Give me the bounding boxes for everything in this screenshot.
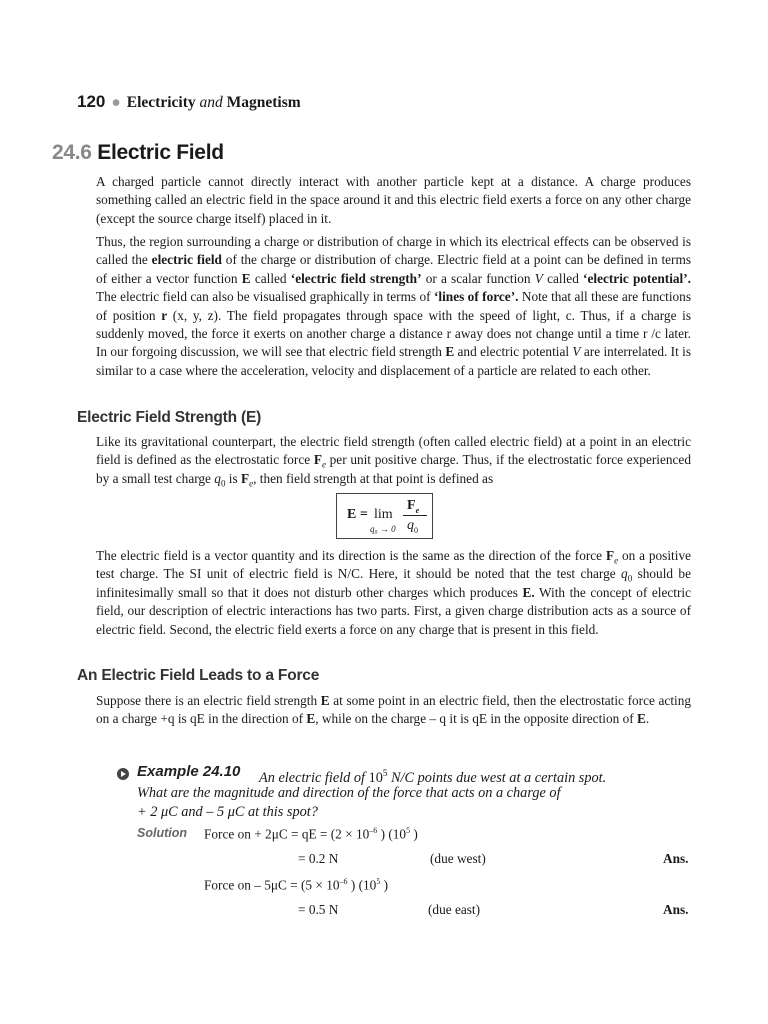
page-number: 120 <box>77 92 106 111</box>
example-question-line-2: What are the magnitude and direction of the force that acts on a charge of <box>137 785 561 801</box>
formula-lim-sub: q₀ → 0 <box>370 524 396 534</box>
subsection-heading-field-force: An Electric Field Leads to a Force <box>77 667 320 684</box>
intro-paragraph-1: A charged particle cannot directly interact with another particle kept at a distance. A charge produces something called an electric field in the space around it and this electric field exerts a force on any other charge (except the source charge itself) placed in it. <box>96 174 691 226</box>
bullet-dot-icon: ● <box>111 94 121 111</box>
solution-label: Solution <box>137 826 187 840</box>
example-title: Example 24.10 <box>137 763 241 780</box>
solution-direction-2: (due east) <box>428 902 481 917</box>
book-title-part2: Magnetism <box>226 94 301 111</box>
answer-label-2: Ans. <box>663 902 689 917</box>
running-head <box>77 92 301 112</box>
subsection-heading-field-strength: Electric Field Strength (E) <box>77 409 262 426</box>
formula-numerator: $F_e$ <box>407 498 420 515</box>
intro-paragraph-2: Thus, the region surrounding a charge or distribution of charge in which its electrical effects can be observed is called the electric field of the charge or distribution of charge. Electric field at a point can be defined in terms of either a vector function E called ‘electric field strength’ or a scalar function V called ‘electric potential’. The electric field can also be visualised graphically in terms of ‘lines of force’. Note that all these are functions of position r (x, y, z). The field propagates through space with the speed of light, c. Thus, if a charge is suddenly moved, the force it exerts on another charge a distance r away does not change until a time r /c later. In our forgoing discussion, we will see that electric field strength E and electric potential V are interrelated. It is similar to a case where the acceleration, velocity and displacement of a particle are related to each other. <box>96 234 691 378</box>
example-question-line-3: + 2 μC and – 5 μC at this spot? <box>137 804 318 820</box>
book-title-and: and <box>199 94 223 111</box>
formula-lim: lim <box>374 507 393 522</box>
section-number: 24.6 <box>52 141 92 164</box>
section-title: Electric Field <box>97 141 224 164</box>
solution-result-2: = 0.5 N <box>298 902 339 917</box>
field-strength-paragraph-1: Like its gravitational counterpart, the electric field strength (often called electric field) at a point in an electric field is defined as the electrostatic force $F_e$ per unit positive charge. Thus, if the electrostatic force experienced by a small test charge $q_0$ is $F_e$, then field strength at that point is defined as <box>96 434 691 489</box>
answer-label-1: Ans. <box>663 851 689 866</box>
solution-line-3: Force on – $5\mu C = (5 \times 10^{-6}$ ) ($10^5$ ) <box>204 877 389 893</box>
formula-lhs: E = <box>347 507 368 522</box>
solution-result-1: = 0.2 N <box>298 851 339 866</box>
fraction-bar <box>403 515 427 516</box>
formula-denominator: $q_0$ <box>407 518 418 535</box>
solution-direction-1: (due west) <box>430 851 486 866</box>
field-strength-formula <box>336 493 433 539</box>
field-force-paragraph: Suppose there is an electric field strength E at some point in an electric field, then the electrostatic force acting on a charge +q is qE in the direction of E, while on the charge – q it is qE in the opposite direction of E. <box>96 693 691 727</box>
field-strength-paragraph-2: The electric field is a vector quantity and its direction is the same as the direction of the force $F_e$ on a positive test charge. The SI unit of electric field is N/C. Here, it should be noted that the test charge $q_0$ should be infinitesimally small so that it does not disturb other charges which produces E. With the concept of electric field, our description of electric interactions has two parts. First, a given charge distribution acts as a source of electric field. Second, the electric field exerts a force on any charge that is present in this field. <box>96 548 691 637</box>
example-question-line-1: An electric field of $10^5$ N/C points due west at a certain spot. <box>259 768 607 786</box>
solution-line-1: Force on + 2μC = qE = ($2 \times 10^{-6}$ ) ($10^5$ ) <box>204 826 418 842</box>
example-arrow-icon <box>117 768 129 780</box>
section-heading <box>52 141 224 165</box>
book-title-part1: Electricity <box>126 94 196 111</box>
